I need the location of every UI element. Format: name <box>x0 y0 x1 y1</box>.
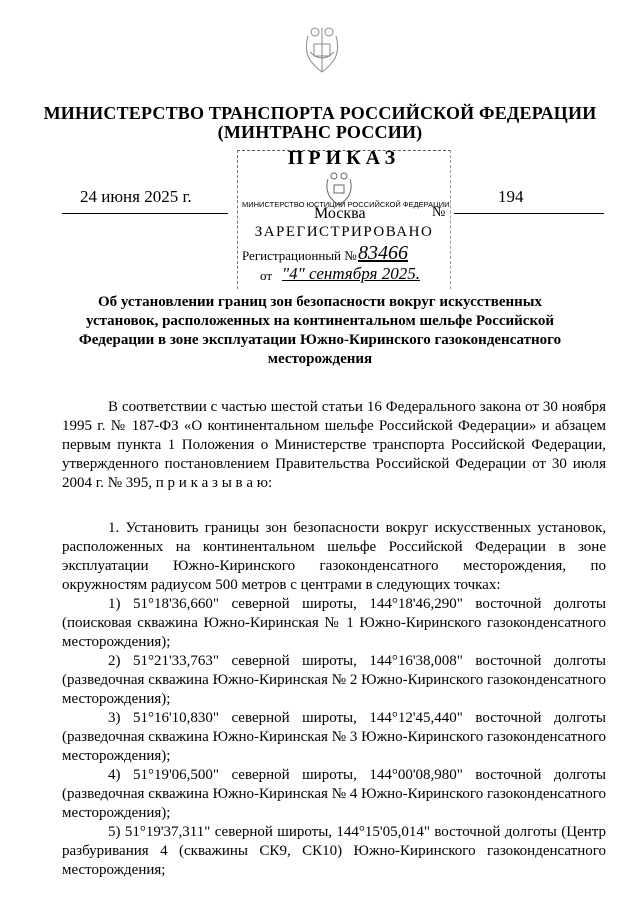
number-underline <box>454 213 604 214</box>
list-item: 4) 51°19'06,500" северной широты, 144°00'08,980" восточной долготы (разведочная скважина Южно-Киринская № 4 Южно-Киринского газоконденсатного месторождения); <box>62 767 606 821</box>
stamp-registered: ЗАРЕГИСТРИРОВАНО <box>254 224 434 240</box>
ministry-name: МИНИСТЕРСТВО ТРАНСПОРТА РОССИЙСКОЙ ФЕДЕРАЦИИ <box>43 103 597 123</box>
list-item: 3) 51°16'10,830" северной широты, 144°12'45,440" восточной долготы (разведочная скважина Южно-Киринская № 3 Южно-Киринского газоконденсатного месторождения); <box>62 710 606 764</box>
point1-block <box>62 519 606 880</box>
order-number: 194 <box>498 187 524 206</box>
stamp-organization: МИНИСТЕРСТВО ЮСТИЦИИ РОССИЙСКОЙ ФЕДЕРАЦИИ <box>242 200 450 209</box>
date-underline <box>62 213 228 214</box>
coat-of-arms-emblem-icon <box>300 22 344 76</box>
order-date: 24 июня 2025 г. <box>80 187 192 206</box>
stamp-regnum-label: Регистрационный № <box>242 248 357 263</box>
document-type: ПРИКАЗ <box>287 147 401 169</box>
list-item: 5) 51°19'37,311" северной широты, 144°15'05,014" восточной долготы (Центр разбуривания 4 (скважины СК9, СК10) Южно-Киринского газоконденсатного месторождения; <box>62 824 606 878</box>
list-item: 1) 51°18'36,660" северной широты, 144°18'46,290" восточной долготы (поисковая скважина Южно-Киринская № 1 Южно-Киринского газоконденсатного месторождения); <box>62 596 606 650</box>
intro-paragraph: В соответствии с частью шестой статьи 16 Федерального закона от 30 ноября 1995 г. № 187-ФЗ «О континентальном шельфе Российской Федерации» и абзацем первым пункта 1 Положения о Министерстве транспорта Российской Федерации, утвержденного постановлением Правительства Российской Федерации от 30 июля 2004 г. № 395, п р и к а з ы в а ю: <box>62 399 606 491</box>
number-sign: № <box>432 205 446 220</box>
stamp-date: "4" сентября 2025. <box>282 264 420 283</box>
order-title: Об установлении границ зон безопасности вокруг искусственных установок, расположенных на континентальном шельфе Российской Федерации в зоне эксплуатации Южно-Киринского газоконденсатного месторождения <box>78 294 562 367</box>
intro-block <box>62 398 606 493</box>
registration-stamp <box>237 147 451 289</box>
list-item: 2) 51°21'33,763" северной широты, 144°16'38,008" восточной долготы (разведочная скважина Южно-Киринская № 2 Южно-Киринского газоконденсатного месторождения); <box>62 653 606 707</box>
stamp-regnum: 83466 <box>358 242 408 264</box>
stamp-date-label: от <box>260 268 273 283</box>
point1-paragraph: 1. Установить границы зон безопасности вокруг искусственных установок, расположенных на континентальном шельфе Российской Федерации в зоне эксплуатации Южно-Киринского газоконденсатного месторождения, по окружностям радиусом 500 метров с центрами в следующих точках: <box>62 520 606 593</box>
ministry-short-name: (МИНТРАНС РОССИИ) <box>217 122 423 142</box>
city: Москва <box>314 205 366 222</box>
